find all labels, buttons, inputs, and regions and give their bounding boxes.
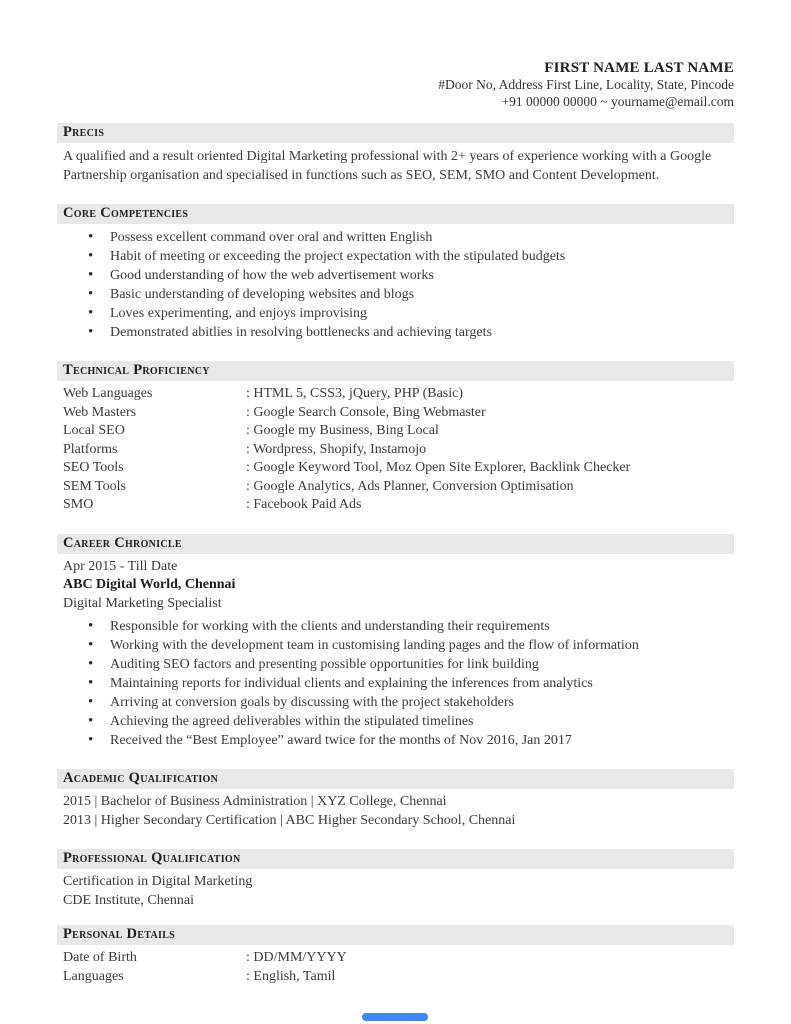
section-header-precis: Precis bbox=[57, 123, 734, 143]
proficiency-label: SMO bbox=[63, 497, 94, 512]
personal-detail-row bbox=[63, 968, 734, 987]
proficiency-label: Web Languages bbox=[63, 386, 153, 401]
proficiency-label: Platforms bbox=[63, 441, 118, 457]
proficiency-row bbox=[63, 441, 734, 460]
core-competencies-list bbox=[57, 228, 734, 342]
precis-text: A qualified and a result oriented Digital Marketing professional with 2+ years of experience working with a Google Partnership organisation and specialised in functions such as SEO, SEM, SMO and Content Development. bbox=[63, 149, 712, 183]
section-header-technical-proficiency: Technical Proficiency bbox=[57, 361, 734, 381]
personal-detail-row bbox=[63, 949, 734, 968]
competency-item: • Demonstrated abitlies in resolving bottlenecks and achieving targets bbox=[57, 323, 734, 342]
responsibility-item: • Responsible for working with the clients and understanding their requirements bbox=[57, 617, 734, 636]
career-responsibilities-list bbox=[57, 617, 734, 750]
employer-name: ABC Digital World, Chennai bbox=[63, 577, 236, 592]
personal-detail-value: : English, Tamil bbox=[246, 968, 335, 987]
section-header-core-competencies: Core Competencies bbox=[57, 204, 734, 224]
proficiency-row bbox=[63, 404, 734, 423]
identity-header bbox=[57, 60, 734, 110]
candidate-address: #Door No, Address First Line, Locality, State, Pincode bbox=[438, 77, 734, 92]
responsibility-item: • Achieving the agreed deliverables within the stipulated timelines bbox=[57, 712, 734, 731]
proficiency-row bbox=[63, 478, 734, 497]
personal-detail-label: Date of Birth bbox=[63, 950, 137, 965]
proficiency-value: : Google my Business, Bing Local bbox=[246, 422, 439, 441]
proficiency-label: SEM Tools bbox=[63, 478, 126, 494]
technical-proficiency-table bbox=[63, 385, 734, 515]
section-header-career-chronicle: Career Chronicle bbox=[57, 534, 734, 554]
responsibility-item: • Maintaining reports for individual clients and explaining the inferences from analytics bbox=[57, 674, 734, 693]
candidate-name: FIRST NAME LAST NAME bbox=[544, 60, 734, 76]
proficiency-row bbox=[63, 385, 734, 404]
job-title: Digital Marketing Specialist bbox=[63, 595, 222, 611]
proficiency-label: Web Masters bbox=[63, 404, 137, 420]
proficiency-row bbox=[63, 496, 734, 515]
responsibility-item: • Received the “Best Employee” award twice for the months of Nov 2016, Jan 2017 bbox=[57, 731, 734, 750]
proficiency-value: : Wordpress, Shopify, Instamojo bbox=[246, 441, 426, 460]
professional-entry: CDE Institute, Chennai bbox=[63, 892, 195, 908]
proficiency-value: : Google Analytics, Ads Planner, Conversion Optimisation bbox=[246, 478, 574, 497]
academic-entry: 2013 | Higher Secondary Certification | ABC Higher Secondary School, Chennai bbox=[63, 812, 516, 828]
professional-entry: Certification in Digital Marketing bbox=[63, 874, 253, 889]
responsibility-item: • Working with the development team in customising landing pages and the flow of information bbox=[57, 636, 734, 655]
proficiency-value: : Facebook Paid Ads bbox=[246, 496, 362, 515]
section-header-academic-qualification: Academic Qualification bbox=[57, 769, 734, 789]
proficiency-row bbox=[63, 422, 734, 441]
academic-entries bbox=[57, 793, 734, 830]
proficiency-label: Local SEO bbox=[63, 423, 125, 438]
personal-detail-value: : DD/MM/YYYY bbox=[246, 949, 347, 968]
personal-detail-label: Languages bbox=[63, 968, 124, 984]
proficiency-value: : Google Keyword Tool, Moz Open Site Explorer, Backlink Checker bbox=[246, 459, 630, 478]
bottom-progress-bar bbox=[362, 1013, 428, 1021]
competency-item: • Good understanding of how the web advertisement works bbox=[57, 266, 734, 285]
responsibility-item: • Auditing SEO factors and presenting possible opportunities for link building bbox=[57, 655, 734, 674]
candidate-contact: +91 00000 00000 ~ yourname@email.com bbox=[501, 93, 734, 109]
competency-item: • Basic understanding of developing websites and blogs bbox=[57, 285, 734, 304]
competency-item: • Habit of meeting or exceeding the project expectation with the stipulated budgets bbox=[57, 247, 734, 266]
professional-entries bbox=[57, 873, 734, 910]
proficiency-value: : Google Search Console, Bing Webmaster bbox=[246, 404, 486, 423]
competency-item: • Loves experimenting, and enjoys improvising bbox=[57, 304, 734, 323]
personal-details-table bbox=[63, 949, 734, 986]
competency-item: • Possess excellent command over oral and written English bbox=[57, 228, 734, 247]
academic-entry: 2015 | Bachelor of Business Administration | XYZ College, Chennai bbox=[63, 794, 447, 809]
proficiency-value: : HTML 5, CSS3, jQuery, PHP (Basic) bbox=[246, 385, 463, 404]
proficiency-row bbox=[63, 459, 734, 478]
career-entry bbox=[57, 558, 734, 614]
proficiency-label: SEO Tools bbox=[63, 460, 124, 475]
responsibility-item: • Arriving at conversion goals by discussing with the project stakeholders bbox=[57, 693, 734, 712]
section-header-professional-qualification: Professional Qualification bbox=[57, 849, 734, 869]
section-header-personal-details: Personal Details bbox=[57, 925, 734, 945]
employment-period: Apr 2015 - Till Date bbox=[63, 558, 178, 574]
